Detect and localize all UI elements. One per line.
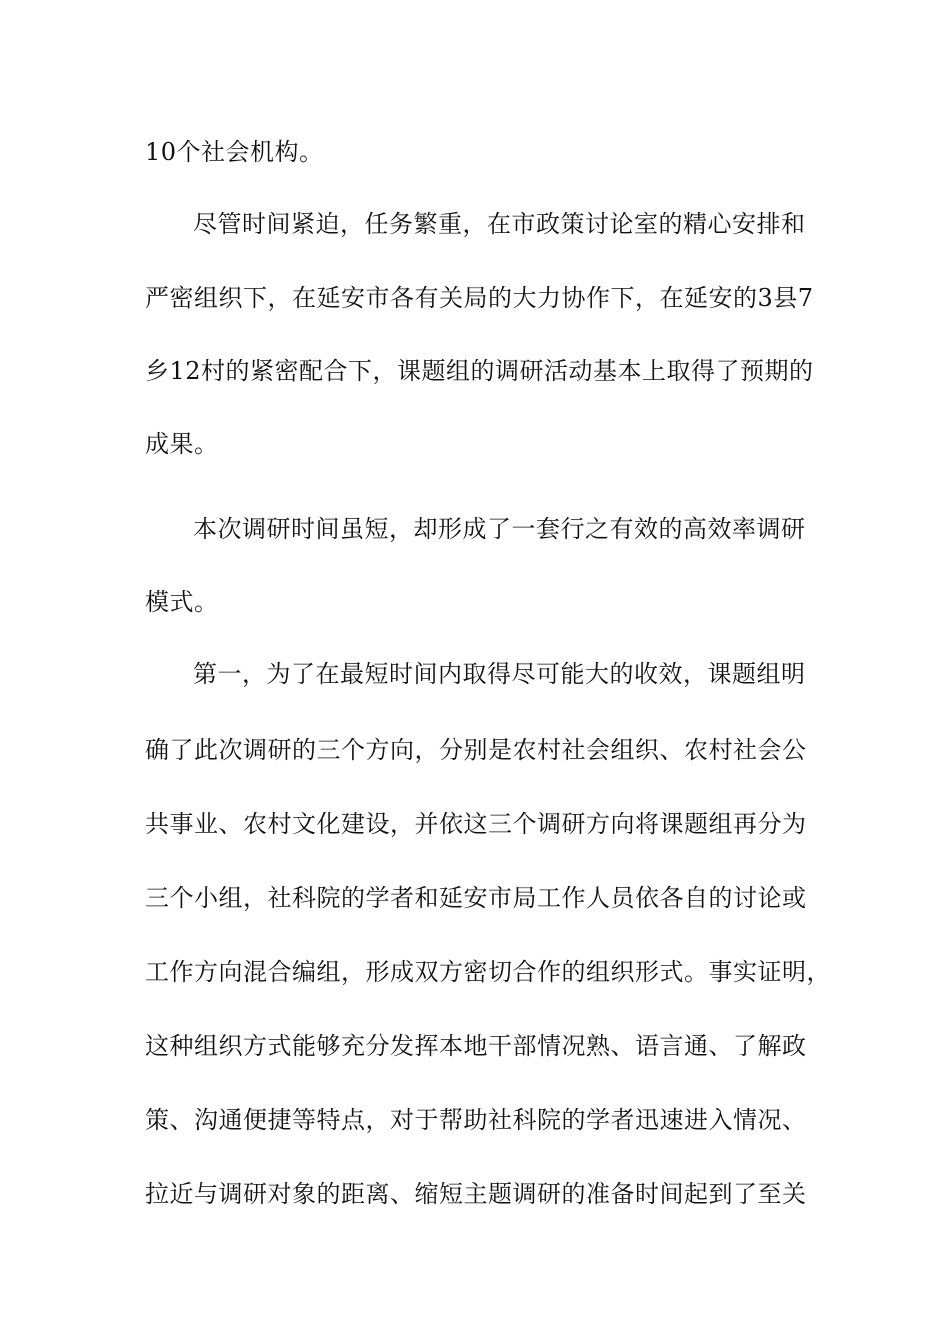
text-line: 策、沟通便捷等特点，对于帮助社科院的学者迅速进入情况、 — [145, 1106, 807, 1134]
text-line: 成果。 — [145, 430, 219, 458]
text-line: 10个社会机构。 — [145, 138, 324, 166]
paragraph-start-line: 本次调研时间虽短，却形成了一套行之有效的高效率调研 — [193, 515, 806, 543]
text-line: 这种组织方式能够充分发挥本地干部情况熟、语言通、了解政 — [145, 1032, 807, 1060]
text-line: 乡12村的紧密配合下，课题组的调研活动基本上取得了预期的 — [145, 357, 814, 385]
text-line: 严密组织下，在延安市各有关局的大力协作下，在延安的3县7 — [145, 284, 814, 312]
paragraph-start-line: 第一，为了在最短时间内取得尽可能大的收效，课题组明 — [193, 660, 806, 688]
text-line: 共事业、农村文化建设，并依这三个调研方向将课题组再分为 — [145, 810, 807, 838]
text-line: 确了此次调研的三个方向，分别是农村社会组织、农村社会公 — [145, 736, 807, 764]
text-line: 三个小组，社科院的学者和延安市局工作人员依各自的讨论或 — [145, 884, 807, 912]
text-line: 拉近与调研对象的距离、缩短主题调研的准备时间起到了至关 — [145, 1180, 807, 1208]
text-line: 模式。 — [145, 588, 219, 616]
paragraph-start-line: 尽管时间紧迫，任务繁重，在市政策讨论室的精心安排和 — [193, 210, 806, 238]
text-line: 工作方向混合编组，形成双方密切合作的组织形式。事实证明， — [145, 958, 831, 986]
